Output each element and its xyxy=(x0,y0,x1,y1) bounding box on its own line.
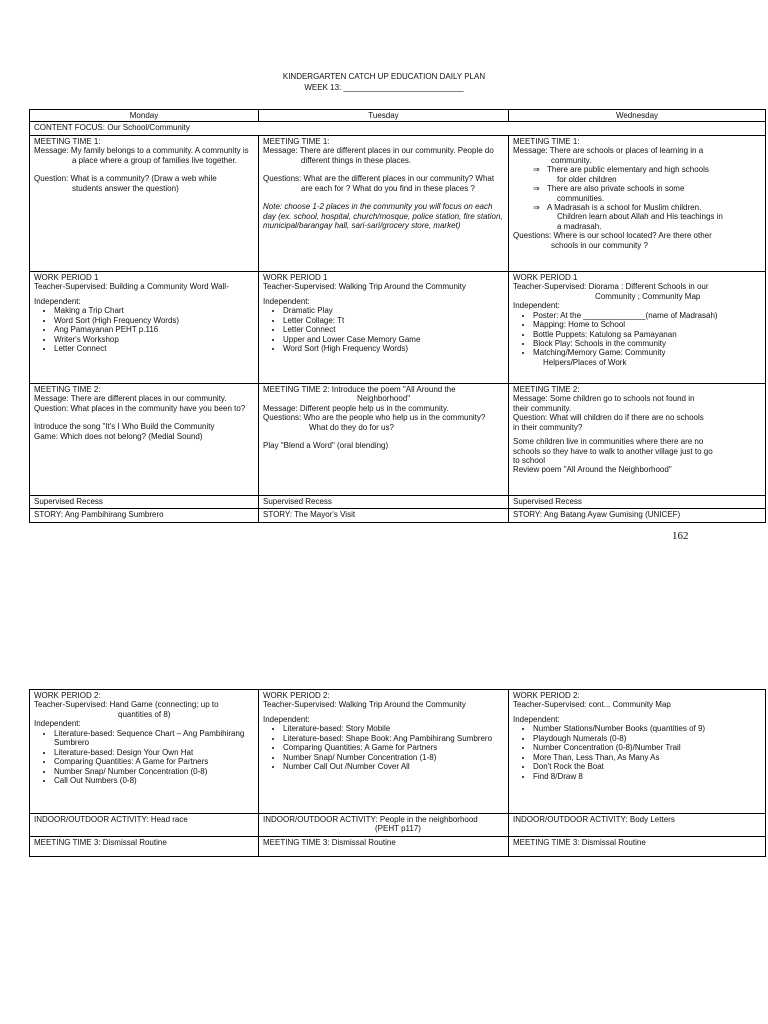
list-item: • Letter Collage: Tt xyxy=(283,316,504,325)
message-line: Message: Different people help us in the community. xyxy=(263,403,449,413)
list-item: • More Than, Less Than, As Many As xyxy=(533,753,761,762)
meeting-time-3-row xyxy=(30,836,766,856)
story-row xyxy=(30,509,766,522)
indoor-outdoor-row xyxy=(30,814,766,837)
meeting-2-tuesday xyxy=(259,383,509,495)
day-header-monday: Monday xyxy=(30,110,259,122)
meeting-2-wednesday xyxy=(509,383,766,495)
day-header-row xyxy=(30,110,766,122)
work-1-wednesday xyxy=(509,271,766,383)
recess-tuesday: Supervised Recess xyxy=(259,495,509,508)
meeting-3-monday: MEETING TIME 3: Dismissal Routine xyxy=(30,836,259,856)
independent-label: Independent: xyxy=(513,714,560,724)
content-focus-row xyxy=(30,122,766,135)
list-item: • Literature-based: Story Mobile xyxy=(283,724,504,733)
game-line: Game: Which does not belong? (Medial Sound) xyxy=(34,431,203,441)
work-2-tuesday xyxy=(259,690,509,814)
message-line: Message: There are schools or places of learning in a xyxy=(513,146,704,156)
meeting-time-1-row xyxy=(30,135,766,271)
list-item: • Call Out Numbers (0-8) xyxy=(54,776,254,785)
recess-wednesday: Supervised Recess xyxy=(509,495,766,508)
list-item: • Number Stations/Number Books (quantities of 9) xyxy=(533,724,761,733)
work-period-label: WORK PERIOD 1 xyxy=(513,272,578,282)
list-item: • Bottle Puppets: Katulong sa Pamayanan xyxy=(533,330,761,339)
teacher-supervised: Teacher-Supervised: Diorama : Different Schools in our xyxy=(513,282,709,292)
work-1-tuesday xyxy=(259,271,509,383)
activity-list xyxy=(34,306,254,353)
question-line: in their community? xyxy=(513,422,583,432)
indoor-line: INDOOR/OUTDOOR ACTIVITY: People in the neighborhood xyxy=(263,815,478,824)
indoor-line: (PEHT p117) xyxy=(375,824,421,834)
message-line: a place where a group of families live together. xyxy=(72,155,237,165)
song-line: Introduce the song "It's I Who Build the Community xyxy=(34,422,215,432)
list-item: • Literature-based: Design Your Own Hat xyxy=(54,748,254,757)
question-line: Questions: What are the different places in our community? What xyxy=(263,174,495,184)
list-item: • Number Snap/ Number Concentration (1-8) xyxy=(283,753,504,762)
list-item: ⇒ There are public elementary and high schools for older children xyxy=(547,165,761,184)
independent-label: Independent: xyxy=(263,296,310,306)
list-item: • Literature-based: Shape Book: Ang Pambihirang Sumbrero xyxy=(283,734,504,743)
work-period-label: WORK PERIOD 2: xyxy=(513,691,580,700)
list-item: ⇒ There are also private schools in some communities. xyxy=(547,184,761,203)
list-item: • Letter Connect xyxy=(54,344,254,353)
question-line: Questions: Where is our school located? Are there other xyxy=(513,231,712,241)
work-period-label: WORK PERIOD 1 xyxy=(263,272,328,282)
content-focus: CONTENT FOCUS: Our School/Community xyxy=(30,122,766,135)
question-line: Question: What places in the community have you been to? xyxy=(34,403,246,413)
list-item: • Comparing Quantities: A Game for Partners xyxy=(283,743,504,752)
activity-list xyxy=(263,724,504,771)
activity-list xyxy=(513,724,761,781)
work-period-label: WORK PERIOD 2: xyxy=(34,691,101,700)
story-wednesday: STORY: Ang Batang Ayaw Gumising (UNICEF) xyxy=(509,509,766,522)
message-line: Message: There are different places in our community. xyxy=(34,394,227,404)
teacher-supervised: Teacher-Supervised: Walking Trip Around the Community xyxy=(263,700,466,710)
indoor-tuesday xyxy=(259,814,509,837)
message-line: community. xyxy=(551,155,592,165)
teacher-supervised: Community ; Community Map xyxy=(595,291,701,301)
list-item: • Number Concentration (0-8)/Number Trail xyxy=(533,743,761,752)
recess-row xyxy=(30,495,766,508)
list-item: • Playdough Numerals (0-8) xyxy=(533,734,761,743)
independent-label: Independent: xyxy=(34,719,81,729)
poem-intro: MEETING TIME 2: Introduce the poem "All Around the xyxy=(263,384,456,394)
question-line: are each for ? What do you find in these places ? xyxy=(301,183,475,193)
recess-monday: Supervised Recess xyxy=(30,495,259,508)
question-line: schools in our community ? xyxy=(551,240,648,250)
teacher-supervised: Teacher-Supervised: Hand Game (connecting; up to xyxy=(34,700,219,710)
list-item: • Number Call Out /Number Cover All xyxy=(283,762,504,771)
meeting-1-label: MEETING TIME 1: xyxy=(513,136,580,146)
activity-list xyxy=(34,729,254,786)
meeting-time-2-row xyxy=(30,383,766,495)
indoor-monday: INDOOR/OUTDOOR ACTIVITY: Head race xyxy=(30,814,259,837)
paragraph-line: to school xyxy=(513,455,546,465)
list-item: • Word Sort (High Frequency Words) xyxy=(283,344,504,353)
independent-label: Independent: xyxy=(34,296,81,306)
question-line: Question: What is a community? (Draw a web while xyxy=(34,174,217,184)
list-item: • Dramatic Play xyxy=(283,306,504,315)
message-line: their community. xyxy=(513,403,572,413)
activity-list xyxy=(263,306,504,353)
independent-label: Independent: xyxy=(513,301,560,311)
day-header-tuesday: Tuesday xyxy=(259,110,509,122)
work-period-2-row xyxy=(30,690,766,814)
teacher-supervised: Teacher-Supervised: Building a Community Word Wall- xyxy=(34,282,229,292)
work-1-monday xyxy=(30,271,259,383)
list-item: • Ang Pamayanan PEHT p.116 xyxy=(54,325,254,334)
work-period-1-row xyxy=(30,271,766,383)
meeting-1-label: MEETING TIME 1: xyxy=(263,136,330,146)
message-line: Message: There are different places in our community. People do xyxy=(263,146,494,156)
work-2-wednesday xyxy=(509,690,766,814)
meeting-3-tuesday: MEETING TIME 3: Dismissal Routine xyxy=(259,836,509,856)
poem-intro: Neighborhood" xyxy=(357,394,411,404)
meeting-3-wednesday: MEETING TIME 3: Dismissal Routine xyxy=(509,836,766,856)
school-type-list xyxy=(513,165,761,231)
teacher-supervised: quantities of 8) xyxy=(118,709,171,719)
story-tuesday: STORY: The Mayor's Visit xyxy=(259,509,509,522)
list-item: • Mapping: Home to School xyxy=(533,320,761,329)
list-item: ⇒ A Madrasah is a school for Muslim children. Children learn about Allah and His teachings in a madrasah. xyxy=(547,203,761,231)
daily-plan-table-page-2 xyxy=(29,689,766,857)
list-item: • Writer's Workshop xyxy=(54,335,254,344)
activity-list xyxy=(513,311,761,368)
meeting-2-label: MEETING TIME 2: xyxy=(513,384,580,394)
note: Note: choose 1-2 places in the community you will focus on each day (ex. school, hospital, church/mosque, police station, fire station, municipal/barangay hall, sari-sari/grocery store, market) xyxy=(263,202,503,230)
play-line: Play "Blend a Word" (oral blending) xyxy=(263,441,389,451)
paragraph-line: schools so they have to walk to another village just to go xyxy=(513,446,713,456)
list-item: • Number Snap/ Number Concentration (0-8) xyxy=(54,767,254,776)
list-item: • Making a Trip Chart xyxy=(54,306,254,315)
list-item: • Comparing Quantities: A Game for Partners xyxy=(54,757,254,766)
paragraph-line: Some children live in communities where there are no xyxy=(513,437,704,447)
message-line: Message: My family belongs to a community. A community is xyxy=(34,146,249,156)
meeting-2-monday xyxy=(30,383,259,495)
day-header-wednesday: Wednesday xyxy=(509,110,766,122)
meeting-1-wednesday xyxy=(509,135,766,271)
work-period-label: WORK PERIOD 2: xyxy=(263,691,330,700)
independent-label: Independent: xyxy=(263,714,310,724)
question-line: Question: What will children do if there are no schools xyxy=(513,413,704,423)
list-item: • Block Play: Schools in the community xyxy=(533,339,761,348)
list-item: • Literature-based: Sequence Chart – Ang Pambihirang Sumbrero xyxy=(54,729,254,748)
work-period-label: WORK PERIOD 1 xyxy=(34,272,99,282)
list-item: • Letter Connect xyxy=(283,325,504,334)
list-item: • Word Sort (High Frequency Words) xyxy=(54,316,254,325)
story-monday: STORY: Ang Pambihirang Sumbrero xyxy=(30,509,259,522)
list-item: • Upper and Lower Case Memory Game xyxy=(283,335,504,344)
list-item: • Find 8/Draw 8 xyxy=(533,772,761,781)
question-line: Questions: Who are the people who help us in the community? xyxy=(263,413,486,423)
question-line: What do they do for us? xyxy=(309,422,394,432)
meeting-1-monday xyxy=(30,135,259,271)
week-label: WEEK 13: ___________________________ xyxy=(304,83,464,92)
list-item: • Matching/Memory Game: Community Helpers/Places of Work xyxy=(533,348,761,367)
plan-title: KINDERGARTEN CATCH UP EDUCATION DAILY PLAN xyxy=(282,72,486,81)
list-item: • Don't Rock the Boat xyxy=(533,762,761,771)
message-line: Message: Some children go to schools not found in xyxy=(513,394,695,404)
indoor-wednesday: INDOOR/OUTDOOR ACTIVITY: Body Letters xyxy=(509,814,766,837)
message-line: different things in these places. xyxy=(301,155,412,165)
daily-plan-table-page-1 xyxy=(29,109,766,523)
meeting-1-tuesday xyxy=(259,135,509,271)
question-line: students answer the question) xyxy=(72,183,179,193)
list-item: • Poster: At the ______________(name of Madrasah) xyxy=(533,311,761,320)
meeting-2-label: MEETING TIME 2: xyxy=(34,384,101,394)
teacher-supervised: Teacher-Supervised: cont... Community Map xyxy=(513,700,671,710)
work-2-monday xyxy=(30,690,259,814)
meeting-1-label: MEETING TIME 1: xyxy=(34,136,101,146)
review-line: Review poem "All Around the Neighborhood" xyxy=(513,465,672,475)
teacher-supervised: Teacher-Supervised: Walking Trip Around the Community xyxy=(263,282,466,292)
page-number: 162 xyxy=(672,530,689,542)
